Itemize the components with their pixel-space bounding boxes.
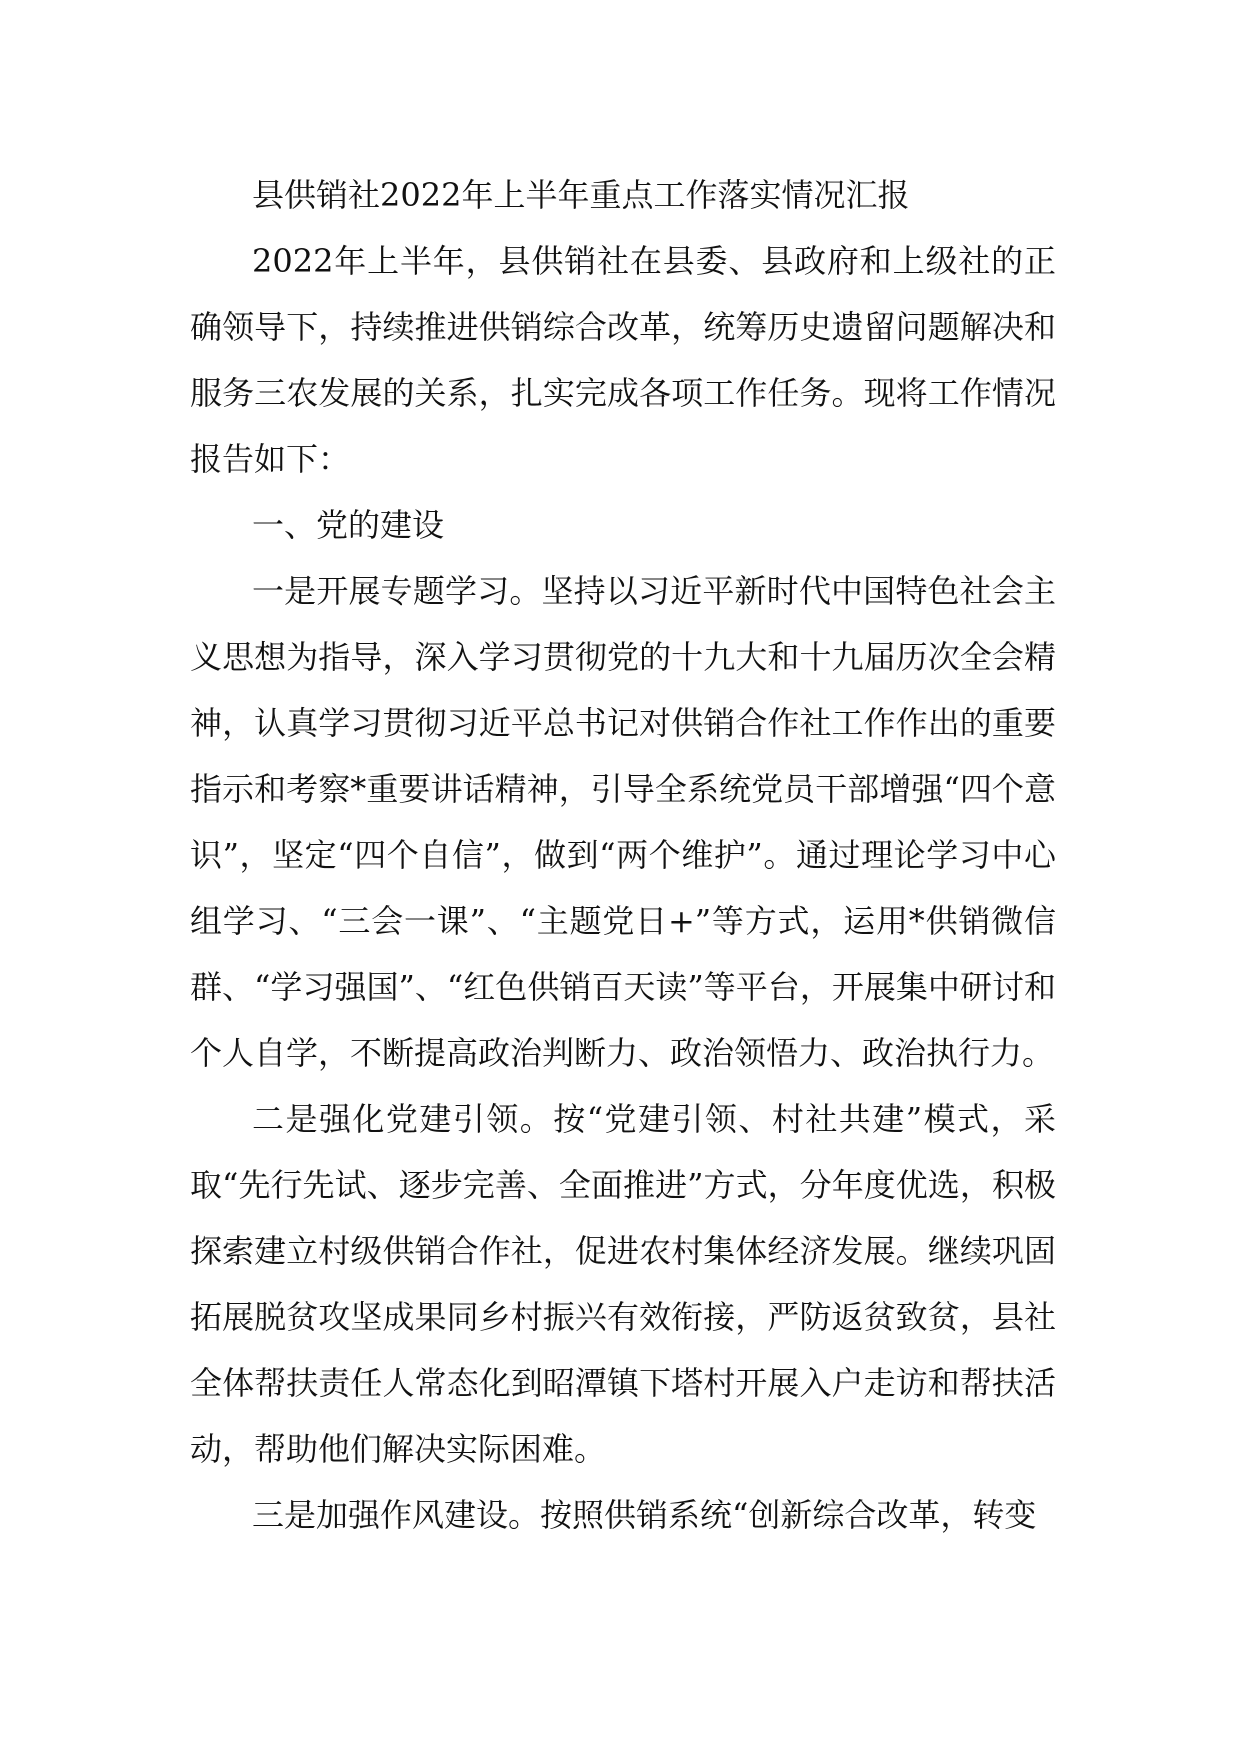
section-heading-party-building: 一、党的建设 xyxy=(252,506,445,544)
paragraph-intro: 2022年上半年，县供销社在县委、县政府和上级社的正确领导下，持续推进供销综合改革，统筹历史遗留问题解决和服务三农发展的关系，扎实完成各项工作任务。现将工作情况报告如下： xyxy=(190,242,1056,478)
document-title: 县供销社2022年上半年重点工作落实情况汇报 xyxy=(252,176,910,214)
paragraph-work-style: 三是加强作风建设。按照供销系统“创新综合改革，转变 xyxy=(252,1496,1037,1534)
document-body xyxy=(190,162,1056,1548)
paragraph-party-guidance: 二是强化党建引领。按“党建引领、村社共建”模式，采取“先行先试、逐步完善、全面推进”方式，分年度优选，积极探索建立村级供销合作社，促进农村集体经济发展。继续巩固拓展脱贫攻坚成果同乡村振兴有效衔接，严防返贫致贫，县社全体帮扶责任人常态化到昭潭镇下塔村开展入户走访和帮扶活动，帮助他们解决实际困难。 xyxy=(190,1100,1056,1468)
paragraph-study: 一是开展专题学习。坚持以习近平新时代中国特色社会主义思想为指导，深入学习贯彻党的十九大和十九届历次全会精神，认真学习贯彻习近平总书记对供销合作社工作作出的重要指示和考察*重要讲话精神，引导全系统党员干部增强“四个意识”，坚定“四个自信”，做到“两个维护”。通过理论学习中心组学习、“三会一课”、“主题党日+”等方式，运用*供销微信群、“学习强国”、“红色供销百天读”等平台，开展集中研讨和个人自学，不断提高政治判断力、政治领悟力、政治执行力。 xyxy=(190,572,1056,1072)
